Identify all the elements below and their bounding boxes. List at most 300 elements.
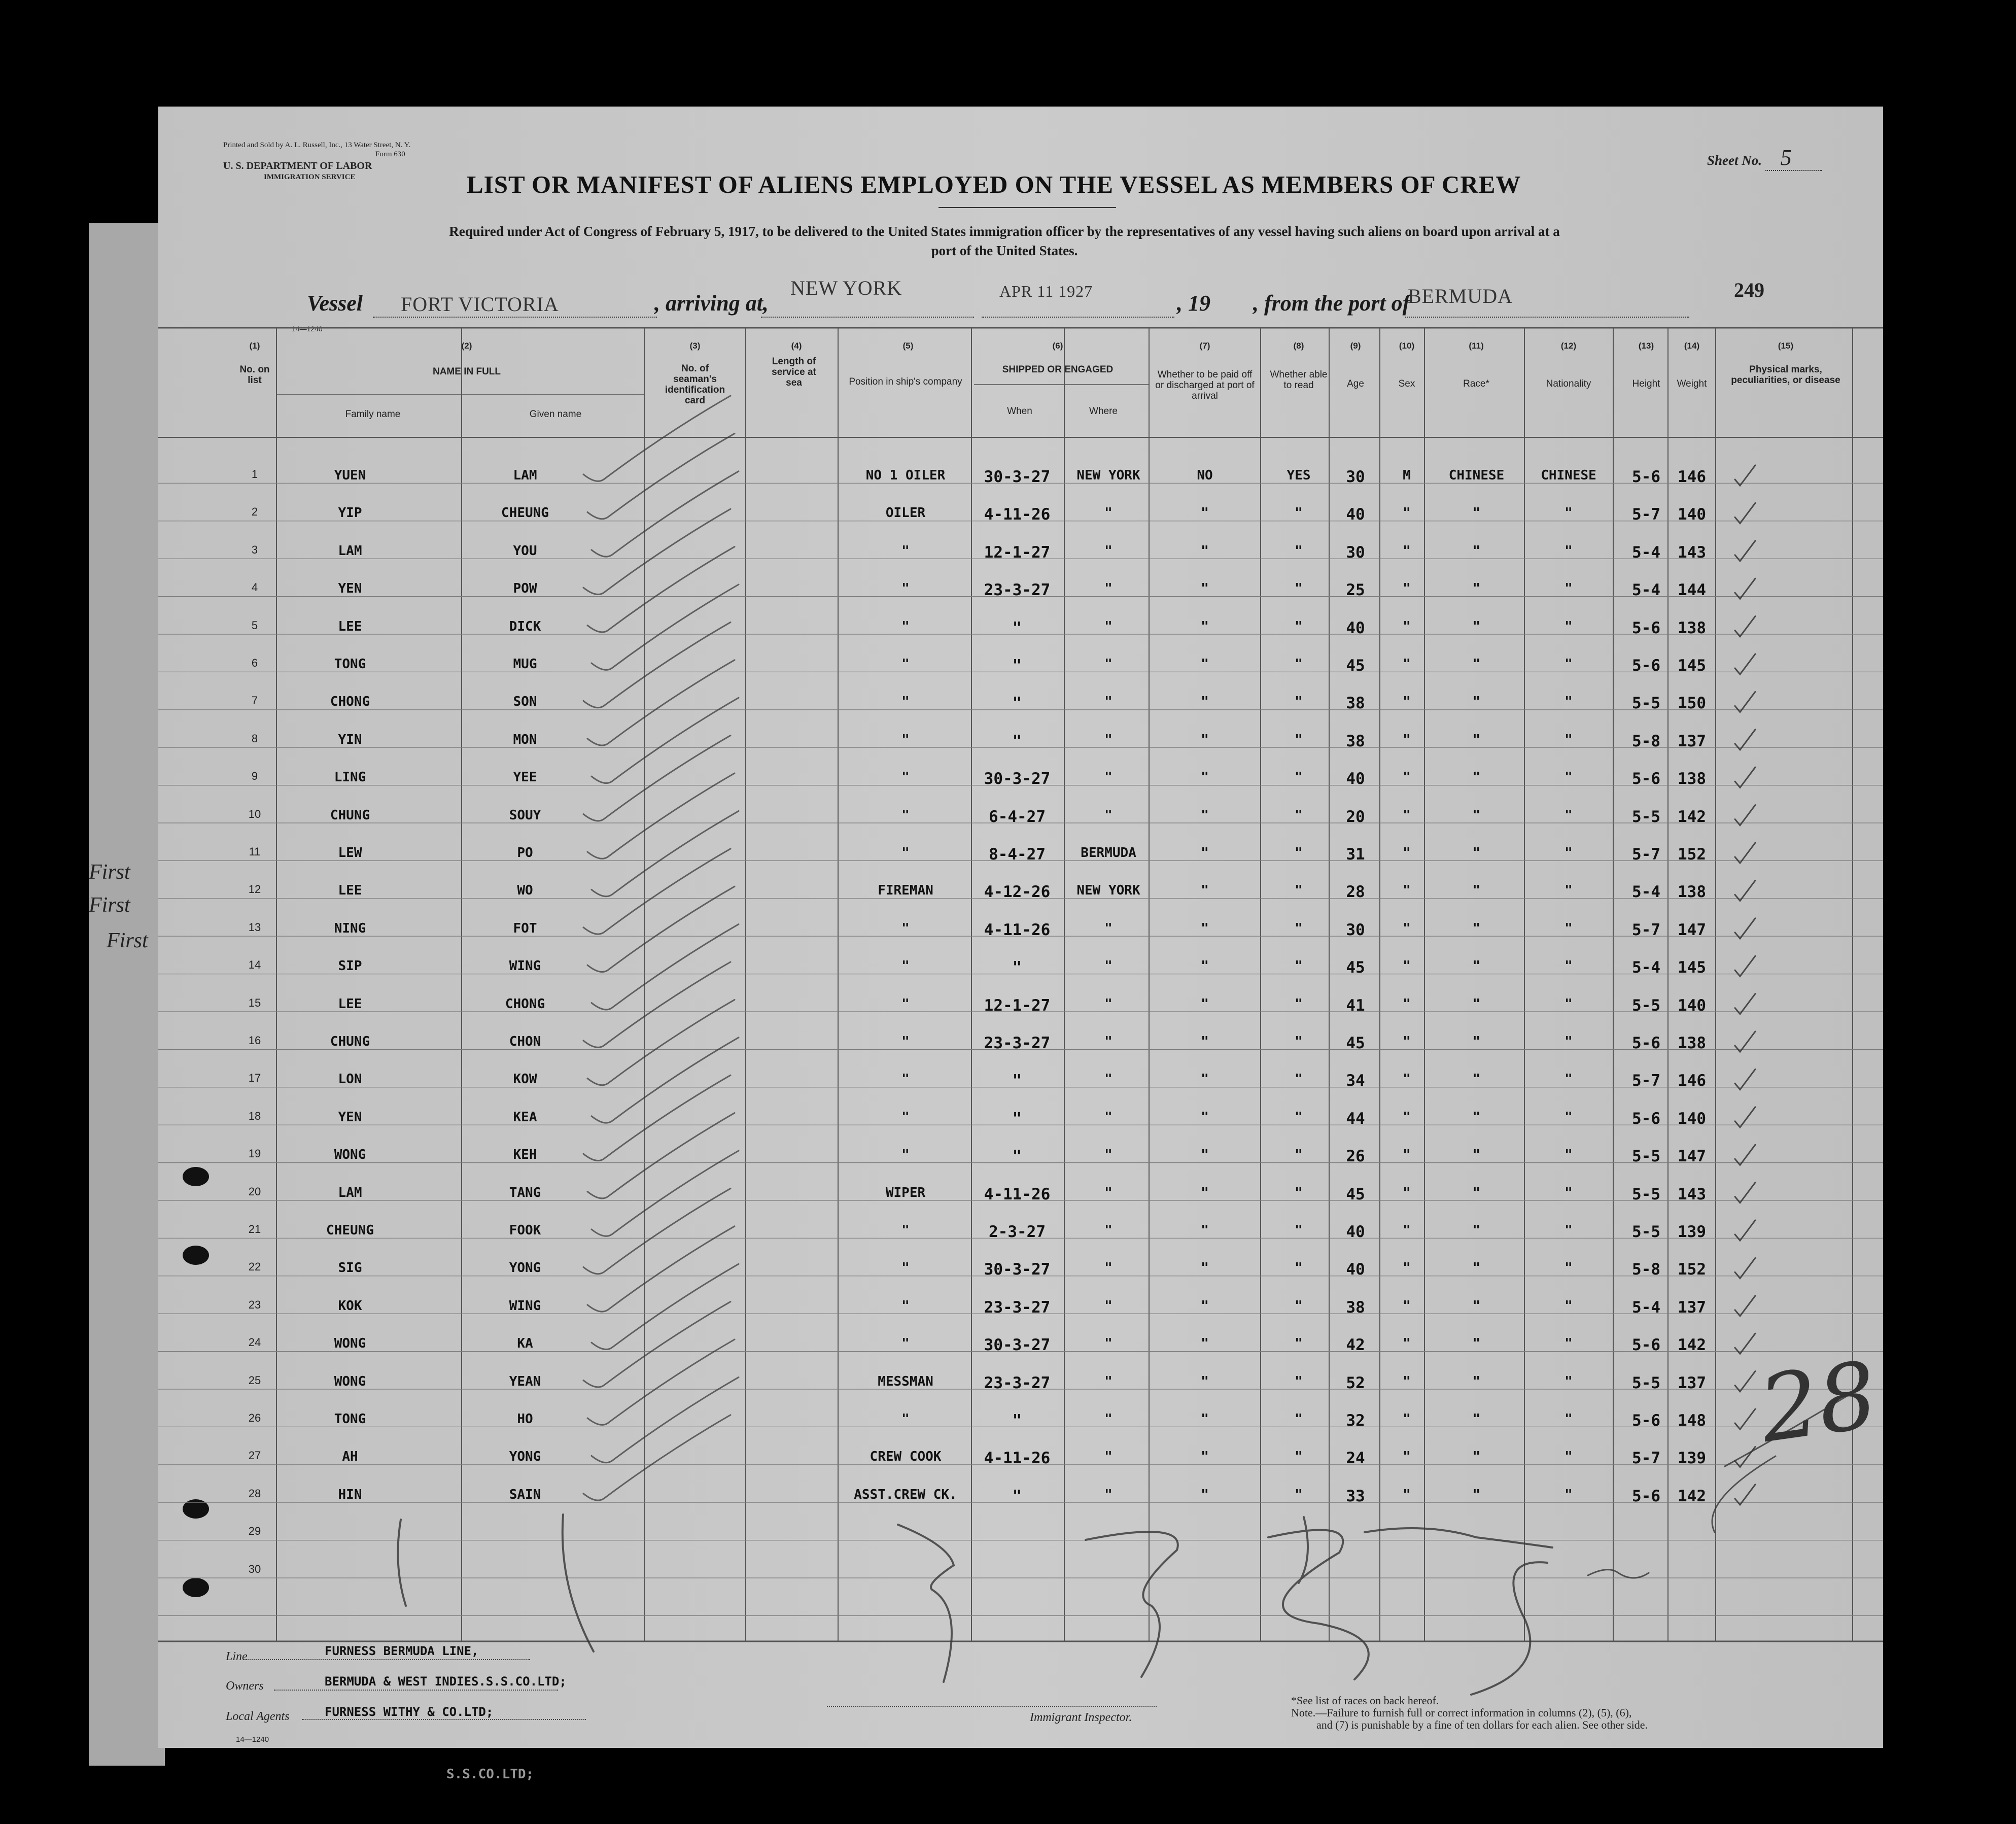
height: 5-6 — [1632, 618, 1660, 637]
given-name: CHON — [509, 1034, 541, 1049]
race: " — [1472, 1336, 1481, 1352]
header-race: Race* — [1463, 378, 1489, 389]
from-label: , from the port of — [1253, 291, 1410, 316]
family-name: YEN — [338, 581, 362, 597]
given-name: YEE — [513, 770, 537, 785]
weight: 145 — [1678, 958, 1706, 977]
weight: 152 — [1678, 845, 1706, 864]
race: " — [1472, 770, 1481, 785]
stamp-number: 249 — [1734, 279, 1764, 301]
given-name: LAM — [513, 468, 537, 483]
given-name: CHEUNG — [501, 505, 549, 521]
age: 42 — [1346, 1336, 1365, 1355]
arrival-date: APR 11 1927 — [999, 282, 1093, 300]
height: 5-7 — [1632, 1072, 1660, 1090]
age: 40 — [1346, 505, 1365, 524]
weight: 147 — [1678, 920, 1706, 939]
sex: " — [1403, 1336, 1411, 1352]
header-where: Where — [1089, 406, 1118, 417]
family-name: LON — [338, 1072, 362, 1087]
row-number: 30 — [248, 1562, 261, 1575]
arrival-port: NEW YORK — [790, 277, 902, 299]
header-no-on-list: No. on list — [239, 364, 270, 386]
race: CHINESE — [1448, 468, 1505, 483]
age: 45 — [1346, 657, 1365, 675]
able-to-read: " — [1295, 1412, 1303, 1427]
height: 5-6 — [1632, 1487, 1660, 1505]
arriving-label: , arriving at, — [654, 291, 769, 316]
able-to-read: " — [1295, 1373, 1303, 1389]
form-number: Form 630 — [375, 150, 405, 158]
row-number: 9 — [251, 770, 258, 783]
nationality: " — [1565, 657, 1573, 672]
weight: 140 — [1678, 996, 1706, 1015]
given-name: YONG — [509, 1449, 541, 1465]
nationality: " — [1565, 770, 1573, 785]
row-number: 28 — [248, 1487, 261, 1500]
weight: 143 — [1678, 543, 1706, 562]
family-name: LEE — [338, 996, 362, 1012]
race: " — [1472, 1298, 1481, 1314]
age: 40 — [1346, 770, 1365, 788]
page-title: LIST OR MANIFEST OF ALIENS EMPLOYED ON THE VESSEL AS MEMBERS OF CREW — [467, 170, 1521, 198]
nationality: " — [1565, 1449, 1573, 1465]
age: 30 — [1346, 543, 1365, 562]
row-number: 18 — [248, 1109, 261, 1122]
engaged-when: " — [1012, 958, 1022, 977]
height: 5-6 — [1632, 1109, 1660, 1128]
race: " — [1472, 581, 1481, 597]
weight: 137 — [1678, 732, 1706, 750]
engaged-when: " — [1012, 657, 1022, 675]
row-number: 15 — [248, 996, 261, 1009]
age: 45 — [1346, 1185, 1365, 1203]
row-number: 17 — [248, 1072, 261, 1085]
row-number: 6 — [251, 657, 258, 669]
weight: 137 — [1678, 1298, 1706, 1317]
header-height: Height — [1632, 378, 1660, 389]
weight: 138 — [1678, 1034, 1706, 1052]
sex: " — [1403, 1185, 1411, 1200]
height: 5-4 — [1632, 543, 1660, 562]
engaged-where: NEW YORK — [1076, 883, 1140, 899]
inspector-label: Immigrant Inspector. — [1030, 1711, 1132, 1724]
col-num-8: (8) — [1293, 341, 1304, 351]
able-to-read: " — [1295, 920, 1303, 936]
weight: 139 — [1678, 1223, 1706, 1241]
given-name: MUG — [513, 657, 537, 672]
engaged-where: " — [1104, 1147, 1113, 1163]
row-number: 23 — [248, 1298, 261, 1311]
engaged-where: " — [1104, 958, 1113, 974]
row-number: 16 — [248, 1034, 261, 1047]
paid-off: " — [1201, 1449, 1209, 1465]
engaged-when: 23-3-27 — [984, 1373, 1051, 1392]
col-num-10: (10) — [1399, 341, 1415, 351]
nationality: " — [1565, 845, 1573, 861]
nationality: " — [1565, 1223, 1573, 1238]
weight: 138 — [1678, 618, 1706, 637]
position: " — [901, 1109, 910, 1125]
nationality: " — [1565, 581, 1573, 597]
sex: " — [1403, 581, 1411, 597]
engaged-where: " — [1104, 1109, 1113, 1125]
sex: " — [1403, 996, 1411, 1012]
sex: " — [1403, 732, 1411, 747]
nationality: " — [1565, 807, 1573, 823]
family-name: LEE — [338, 883, 362, 899]
race: " — [1472, 1109, 1481, 1125]
weight: 137 — [1678, 1373, 1706, 1392]
row-number: 25 — [248, 1373, 261, 1387]
stub-word: First — [89, 861, 130, 884]
position: " — [901, 770, 910, 785]
family-name: SIP — [338, 958, 362, 974]
given-name: HO — [517, 1412, 533, 1427]
race: " — [1472, 1449, 1481, 1465]
footer-line-rule — [246, 1659, 530, 1660]
engaged-where: " — [1104, 996, 1113, 1012]
engaged-when: 30-3-27 — [984, 1260, 1051, 1279]
weight: 144 — [1678, 581, 1706, 600]
position: " — [901, 845, 910, 861]
given-name: FOT — [513, 920, 537, 936]
able-to-read: " — [1295, 958, 1303, 974]
engaged-when: 4-11-26 — [984, 920, 1051, 939]
row-number: 14 — [248, 958, 261, 972]
able-to-read: " — [1295, 1260, 1303, 1276]
able-to-read: " — [1295, 1109, 1303, 1125]
position: " — [901, 920, 910, 936]
race: " — [1472, 732, 1481, 747]
engaged-when: 4-12-26 — [984, 883, 1051, 902]
age: 25 — [1346, 581, 1365, 600]
engaged-where: " — [1104, 657, 1113, 672]
nationality: " — [1565, 1109, 1573, 1125]
weight: 150 — [1678, 694, 1706, 713]
race: " — [1472, 996, 1481, 1012]
able-to-read: " — [1295, 1185, 1303, 1200]
engaged-when: 6-4-27 — [989, 807, 1046, 826]
age: 30 — [1346, 468, 1365, 486]
weight: 140 — [1678, 1109, 1706, 1128]
given-name: YONG — [509, 1260, 541, 1276]
family-name: WONG — [334, 1147, 366, 1163]
row-number: 4 — [251, 581, 258, 594]
sex: " — [1403, 1373, 1411, 1389]
sex: " — [1403, 1147, 1411, 1163]
sex: M — [1403, 468, 1411, 483]
race: " — [1472, 694, 1481, 710]
position: " — [901, 1034, 910, 1049]
given-name: YEAN — [509, 1373, 541, 1389]
family-name: YIN — [338, 732, 362, 747]
height: 5-6 — [1632, 1336, 1660, 1355]
engaged-when: 30-3-27 — [984, 770, 1051, 788]
height: 5-7 — [1632, 505, 1660, 524]
sex: " — [1403, 543, 1411, 559]
engaged-when: " — [1012, 732, 1022, 750]
engaged-when: 8-4-27 — [989, 845, 1046, 864]
nationality: " — [1565, 920, 1573, 936]
paid-off: " — [1201, 770, 1209, 785]
nationality: " — [1565, 543, 1573, 559]
nationality: " — [1565, 1487, 1573, 1502]
weight: 142 — [1678, 1487, 1706, 1505]
height: 5-6 — [1632, 657, 1660, 675]
from-port: BERMUDA — [1408, 285, 1513, 307]
age: 38 — [1346, 732, 1365, 750]
race: " — [1472, 505, 1481, 521]
race: " — [1472, 920, 1481, 936]
nationality: " — [1565, 732, 1573, 747]
col-num-13: (13) — [1638, 341, 1654, 351]
race: " — [1472, 1147, 1481, 1163]
service: IMMIGRATION SERVICE — [264, 173, 356, 181]
header-sex: Sex — [1398, 378, 1415, 389]
engaged-where: " — [1104, 920, 1113, 936]
race: " — [1472, 1072, 1481, 1087]
given-name: TANG — [509, 1185, 541, 1200]
header-position: Position in ship's company — [849, 376, 962, 387]
inspector-rule — [827, 1706, 1157, 1707]
paid-off: " — [1201, 1034, 1209, 1049]
footnote-races: *See list of races on back hereof. — [1291, 1694, 1439, 1707]
able-to-read: " — [1295, 732, 1303, 747]
header-name-in-full: NAME IN FULL — [432, 366, 501, 377]
height: 5-6 — [1632, 468, 1660, 486]
engaged-when: 23-3-27 — [984, 581, 1051, 600]
col-num-11: (11) — [1469, 341, 1484, 351]
engaged-where: " — [1104, 1373, 1113, 1389]
engaged-when: " — [1012, 1412, 1022, 1430]
row-number: 21 — [248, 1223, 261, 1235]
col-num-9: (9) — [1350, 341, 1361, 351]
paid-off: " — [1201, 1223, 1209, 1238]
age: 33 — [1346, 1487, 1365, 1505]
position: FIREMAN — [878, 883, 933, 899]
col-num-14: (14) — [1684, 341, 1700, 351]
height: 5-5 — [1632, 1185, 1660, 1203]
position: " — [901, 958, 910, 974]
able-to-read: " — [1295, 618, 1303, 634]
able-to-read: " — [1295, 770, 1303, 785]
family-name: YEN — [338, 1109, 362, 1125]
header-nationality: Nationality — [1546, 378, 1591, 389]
paid-off: " — [1201, 581, 1209, 597]
race: " — [1472, 883, 1481, 899]
engaged-where: " — [1104, 505, 1113, 521]
engaged-where: " — [1104, 770, 1113, 785]
able-to-read: " — [1295, 1298, 1303, 1314]
sex: " — [1403, 770, 1411, 785]
age: 52 — [1346, 1373, 1365, 1392]
position: " — [901, 732, 910, 747]
able-to-read: " — [1295, 657, 1303, 672]
race: " — [1472, 807, 1481, 823]
engaged-where: " — [1104, 1487, 1113, 1502]
able-to-read: " — [1295, 1034, 1303, 1049]
row-number: 29 — [248, 1525, 261, 1538]
row-number: 27 — [248, 1449, 261, 1462]
sex: " — [1403, 883, 1411, 899]
height: 5-4 — [1632, 883, 1660, 902]
nationality: " — [1565, 958, 1573, 974]
engaged-when: 30-3-27 — [984, 468, 1051, 486]
row-number: 3 — [251, 543, 258, 556]
engaged-where: " — [1104, 1260, 1113, 1276]
footer-owners-value: BERMUDA & WEST INDIES.S.S.CO.LTD; — [325, 1674, 567, 1689]
sex: " — [1403, 1109, 1411, 1125]
race: " — [1472, 845, 1481, 861]
col-num-6: (6) — [1052, 341, 1063, 351]
height: 5-5 — [1632, 996, 1660, 1015]
printer-line: Printed and Sold by A. L. Russell, Inc., 13 Water Street, N. Y. — [223, 141, 411, 149]
engaged-when: 4-11-26 — [984, 1449, 1051, 1468]
header-weight: Weight — [1677, 378, 1707, 389]
footer-agents-rule — [302, 1719, 586, 1720]
sex: " — [1403, 1034, 1411, 1049]
position: " — [901, 1336, 910, 1352]
vessel-name: FORT VICTORIA — [401, 293, 559, 316]
engaged-where: " — [1104, 732, 1113, 747]
height: 5-6 — [1632, 1034, 1660, 1052]
engaged-where: " — [1104, 1072, 1113, 1087]
paid-off: " — [1201, 920, 1209, 936]
col-num-12: (12) — [1560, 341, 1577, 351]
family-name: CHONG — [330, 694, 370, 710]
engaged-where: " — [1104, 1412, 1113, 1427]
given-name: PO — [517, 845, 533, 861]
paid-off: NO — [1197, 468, 1213, 483]
weight: 143 — [1678, 1185, 1706, 1203]
header-age: Age — [1347, 378, 1364, 389]
family-name: LEE — [338, 618, 362, 634]
family-name: YUEN — [334, 468, 366, 483]
sex: " — [1403, 920, 1411, 936]
row-number: 20 — [248, 1185, 261, 1198]
col-num-2: (2) — [461, 341, 472, 351]
family-name: CHUNG — [330, 1034, 370, 1049]
stub-word: First — [107, 929, 148, 952]
position: OILER — [885, 505, 926, 521]
paid-off: " — [1201, 1147, 1209, 1163]
year-label: , 19 — [1177, 291, 1210, 316]
height: 5-5 — [1632, 1373, 1660, 1392]
nationality: " — [1565, 1373, 1573, 1389]
position: " — [901, 1147, 910, 1163]
nationality: " — [1565, 996, 1573, 1012]
subtitle-line-1: Required under Act of Congress of February 5, 1917, to be delivered to the United States immigration officer by the representatives of any vessel having such aliens on board upon arrival at a — [449, 224, 1560, 239]
given-name: SON — [513, 694, 537, 710]
race: " — [1472, 1412, 1481, 1427]
height: 5-5 — [1632, 1147, 1660, 1166]
age: 20 — [1346, 807, 1365, 826]
paid-off: " — [1201, 1412, 1209, 1427]
position: " — [901, 1223, 910, 1238]
sex: " — [1403, 845, 1411, 861]
engaged-where: " — [1104, 581, 1113, 597]
able-to-read: " — [1295, 845, 1303, 861]
position: " — [901, 996, 910, 1012]
paid-off: " — [1201, 1373, 1209, 1389]
weight: 152 — [1678, 1260, 1706, 1279]
engaged-when: " — [1012, 618, 1022, 637]
department: U. S. DEPARTMENT OF LABOR — [223, 160, 372, 171]
able-to-read: " — [1295, 996, 1303, 1012]
engaged-where: " — [1104, 694, 1113, 710]
footer-owners-rule — [274, 1690, 558, 1691]
position: " — [901, 581, 910, 597]
race: " — [1472, 1034, 1481, 1049]
paid-off: " — [1201, 845, 1209, 861]
footer-line-value: FURNESS BERMUDA LINE, — [325, 1644, 479, 1658]
nationality: " — [1565, 1072, 1573, 1087]
position: " — [901, 1298, 910, 1314]
position: " — [901, 1412, 910, 1427]
stub-word: First — [89, 893, 130, 917]
sheet-label: Sheet No. — [1707, 153, 1762, 168]
height: 5-8 — [1632, 732, 1660, 750]
paid-off: " — [1201, 1487, 1209, 1502]
weight: 146 — [1678, 468, 1706, 486]
paid-off: " — [1201, 1260, 1209, 1276]
paid-off: " — [1201, 1109, 1209, 1125]
race: " — [1472, 1223, 1481, 1238]
position: " — [901, 1072, 910, 1087]
given-name: SOUY — [509, 807, 541, 823]
engaged-when: " — [1012, 694, 1022, 713]
nationality: " — [1565, 1336, 1573, 1352]
sex: " — [1403, 807, 1411, 823]
paid-off: " — [1201, 807, 1209, 823]
footer-line-label: Line — [226, 1650, 248, 1663]
engaged-where: " — [1104, 1185, 1113, 1200]
sex: " — [1403, 694, 1411, 710]
sex: " — [1403, 1223, 1411, 1238]
family-name: LAM — [338, 543, 362, 559]
weight: 138 — [1678, 883, 1706, 902]
engaged-when: " — [1012, 1109, 1022, 1128]
weight: 148 — [1678, 1412, 1706, 1430]
row-number: 22 — [248, 1260, 261, 1274]
row-number: 2 — [251, 505, 258, 519]
age: 45 — [1346, 958, 1365, 977]
able-to-read: " — [1295, 581, 1303, 597]
able-to-read: " — [1295, 1147, 1303, 1163]
family-name: LEW — [338, 845, 362, 861]
row-number: 26 — [248, 1412, 261, 1424]
col-num-5: (5) — [902, 341, 914, 351]
age: 28 — [1346, 883, 1365, 902]
paid-off: " — [1201, 1336, 1209, 1352]
weight: 139 — [1678, 1449, 1706, 1468]
paid-off: " — [1201, 1298, 1209, 1314]
header-paid-off: Whether to be paid off or discharged at port of arrival — [1155, 369, 1255, 401]
engaged-where: " — [1104, 1336, 1113, 1352]
given-name: WO — [517, 883, 533, 899]
header-family-name: Family name — [345, 409, 401, 420]
engaged-when: " — [1012, 1072, 1022, 1090]
position: CREW COOK — [870, 1449, 942, 1465]
family-name: AH — [342, 1449, 358, 1465]
footnote-penalty-2: and (7) is punishable by a fine of ten dollars for each alien. See other side. — [1316, 1718, 1648, 1731]
engaged-when: 12-1-27 — [984, 996, 1051, 1015]
col-num-7: (7) — [1199, 341, 1210, 351]
able-to-read: " — [1295, 883, 1303, 899]
engaged-when: 12-1-27 — [984, 543, 1051, 562]
age: 30 — [1346, 920, 1365, 939]
